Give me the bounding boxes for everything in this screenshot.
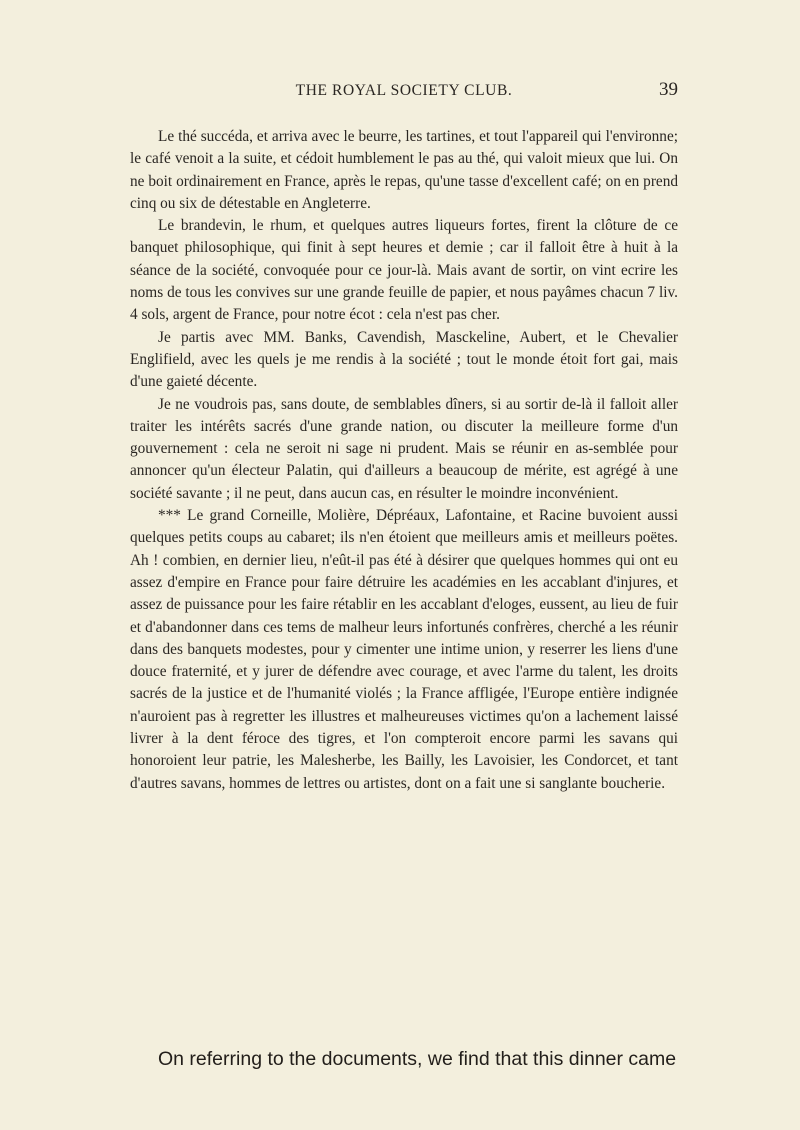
- page-header: [130, 79, 678, 103]
- paragraph-tea: Le thé succéda, et arriva avec le beurre, les tartines, et tout l'appareil qui l'environne; le café venoit a la suite, et cédoit humblement le pas au thé, qui valoit mieux que lui. On ne boit ordinairement en France, après le repas, qu'une tasse d'excellent café; on en prend cinq ou six de détestable en Angleterre.: [130, 128, 678, 212]
- closing-line: On referring to the documents, we find that this dinner came: [158, 1048, 677, 1070]
- paragraph-brandy: Le brandevin, le rhum, et quelques autres liqueurs fortes, firent la clôture de ce banquet philosophique, qui finit à sept heures et demie ; car il falloit être à huit à la séance de la société, convoquée pour ce jour-là. Mais avant de sortir, on vint ecrire les noms de tous les convives sur une grande feuille de papier, et nous payâmes chacun 7 liv. 4 sols, argent de France, pour notre écot : cela n'est pas cher.: [130, 217, 678, 324]
- running-title: THE ROYAL SOCIETY CLUB.: [295, 82, 513, 99]
- paragraph-dinners: Je ne voudrois pas, sans doute, de semblables dîners, si au sortir de-là il falloit aller traiter les intérêts sacrés d'une grande nation, ou discuter la meilleure forme d'un gouvernement : cela ne seroit ni sage ni prudent. Mais se réunir en as-semblée pour annoncer qu'un électeur Palatin, qui d'ailleurs a beaucoup de mérite, est agrégé à une société savante ; il ne peut, dans aucun cas, en résulter le moindre inconvénient.: [130, 395, 678, 502]
- paragraph-corneille: *** Le grand Corneille, Molière, Dépréaux, Lafontaine, et Racine buvoient aussi quelques petits coups au cabaret; ils n'en étoient que meilleurs amis et meilleurs poëtes. Ah ! combien, en dernier lieu, n'eût-il pas été à désirer que quelques hommes qui ont eu assez d'empire en France pour faire détruire les académies en les accablant d'injures, et assez de puissance pour les faire rétablir en les accablant d'eloges, eussent, au lieu de fuir et d'abandonner dans ces tems de malheur leurs infortunés confrères, cherché a les réunir dans des banquets modestes, pour y cimenter une intime union, y reserrer les liens d'une douce fraternité, et y jurer de défendre avec courage, et avec l'arme du talent, les droits sacrés de la justice et de l'humanité violés ; la France affligée, l'Europe entière indignée n'auroient pas à regretter les illustres et malheureuses victimes qu'on a lachement laissé livrer à la dent féroce des tigres, et l'on compteroit encore parmi les savans qui honoroient leur patrie, les Malesherbe, les Bailly, les Lavoisier, les Condorcet, et tant d'autres savans, hommes de lettres ou artistes, dont on a fait une si sanglante boucherie.: [130, 507, 678, 792]
- paragraph-departure: Je partis avec MM. Banks, Cavendish, Masckeline, Aubert, et le Chevalier Englifield, avec les quels je me rendis à la société ; tout le monde étoit fort gai, mais d'une gaieté décente.: [130, 328, 678, 391]
- page-number: 39: [659, 79, 678, 100]
- body-text: [130, 126, 678, 795]
